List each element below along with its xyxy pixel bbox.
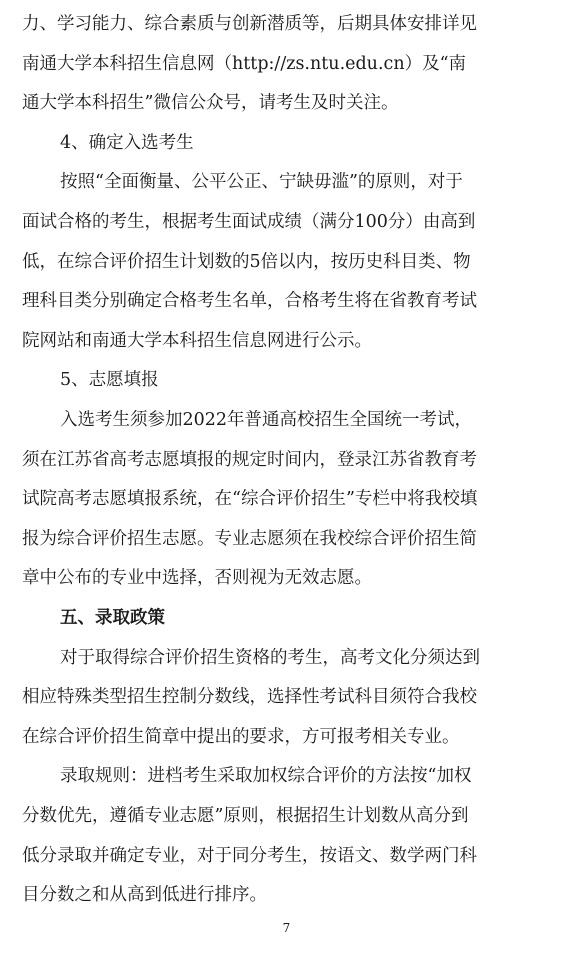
page-number: 7 [282, 921, 291, 936]
paragraph-line: 面试合格的考生，根据考生面试成绩（满分100分）由高到 [22, 212, 476, 232]
paragraph-line: 分数优先，遵循专业志愿”原则，根据招生计划数从高分到 [22, 806, 469, 826]
paragraph-line: 须在江苏省高考志愿填报的规定时间内，登录江苏省教育考 [22, 449, 477, 470]
paragraph-line: 录取规则：进档考生采取加权综合评价的方法按“加权 [60, 766, 472, 787]
paragraph-line: 入选考生须参加2022年普通高校招生全国统一考试， [60, 410, 473, 430]
section-heading-4: 4、确定入选考生 [60, 132, 194, 153]
paragraph-line: 南通大学本科招生信息网（http://zs.ntu.edu.cn）及“南 [22, 53, 467, 74]
section-heading-admission: 五、录取政策 [60, 608, 165, 628]
paragraph-line: 院网站和南通大学本科招生信息网进行公示。 [22, 330, 372, 351]
paragraph-line: 理科目类分别确定合格考生名单，合格考生将在省教育考试 [22, 291, 477, 312]
paragraph-line: 相应特殊类型招生控制分数线，选择性考试科目须符合我校 [22, 687, 477, 708]
paragraph-line: 目分数之和从高到低进行排序。 [22, 885, 267, 906]
paragraph-line: 低分录取并确定专业，对于同分考生，按语文、数学两门科 [22, 845, 477, 866]
paragraph-line: 章中公布的专业中选择，否则视为无效志愿。 [22, 568, 372, 589]
paragraph-line: 对于取得综合评价招生资格的考生，高考文化分须达到 [60, 647, 480, 668]
paragraph-line: 报为综合评价招生志愿。专业志愿须在我校综合评价招生简 [22, 528, 477, 549]
paragraph-line: 力、学习能力、综合素质与创新潜质等，后期具体安排详见 [22, 14, 477, 34]
paragraph-line: 低，在综合评价招生计划数的5倍以内，按历史科目类、物 [22, 251, 471, 272]
paragraph-line: 按照“全面衡量、公平公正、宁缺毋滥”的原则，对于 [60, 172, 463, 193]
section-heading-5: 5、志愿填报 [60, 370, 159, 391]
paragraph-line: 通大学本科招生”微信公众号，请考生及时关注。 [22, 93, 399, 114]
paragraph-line: 试院高考志愿填报系统，在“综合评价招生”专栏中将我校填 [22, 489, 478, 510]
paragraph-line: 在综合评价招生简章中提出的要求，方可报考相关专业。 [22, 726, 460, 747]
